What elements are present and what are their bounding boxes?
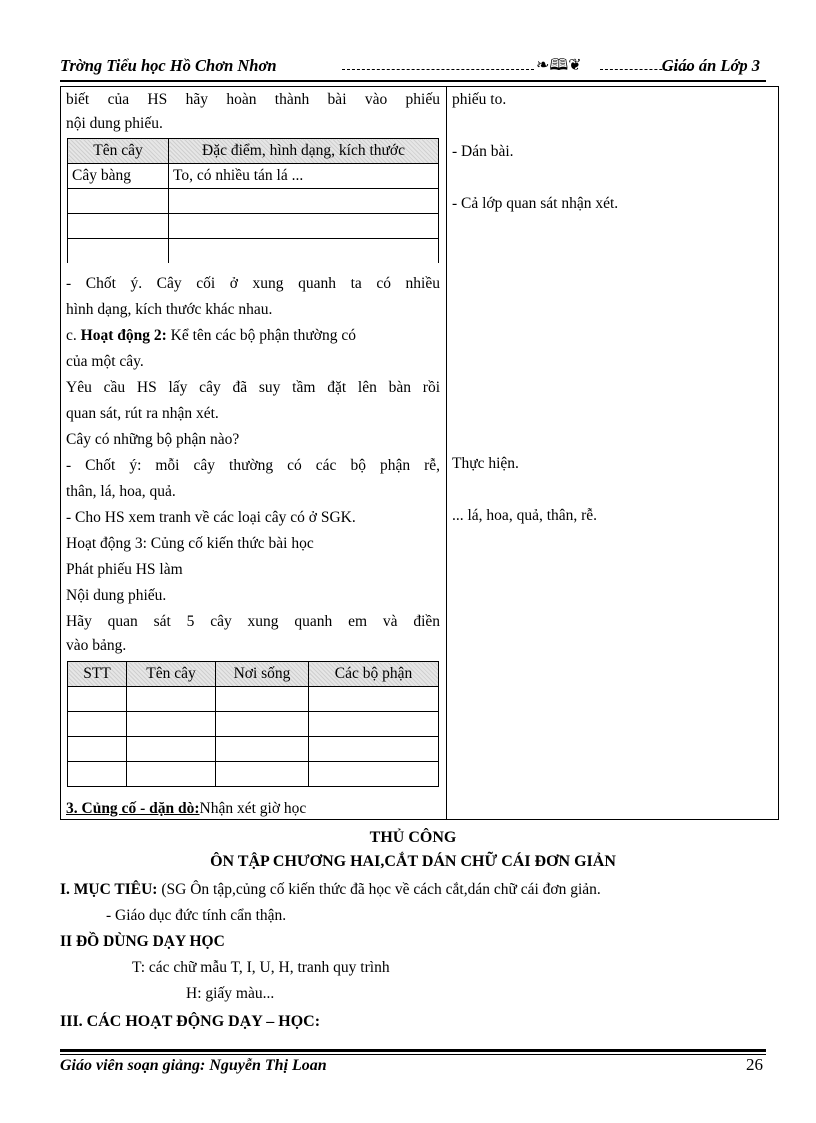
objective-2: - Giáo dục đức tính cẩn thận. xyxy=(106,907,287,924)
page-header xyxy=(60,54,766,80)
activity-2-heading xyxy=(66,326,356,346)
closing-line xyxy=(66,799,306,819)
table2-header: Các bộ phận xyxy=(309,662,439,687)
closing-label: 3. Củng cố - dặn dò: xyxy=(66,800,200,817)
left-line-1: biết của HS hãy hoàn thành bài vào phiếu xyxy=(66,91,440,108)
table2-cell xyxy=(127,737,216,762)
table2-cell xyxy=(309,762,439,787)
characteristics-table xyxy=(67,138,439,263)
table2-cell xyxy=(68,712,127,737)
table2-cell xyxy=(216,737,309,762)
table1-cell: Cây bàng xyxy=(68,164,169,189)
table1-cell xyxy=(68,214,169,239)
table1-cell: To, có nhiều tán lá ... xyxy=(169,164,439,189)
task-line-1: Hãy quan sát 5 cây xung quanh em và điền xyxy=(66,613,440,630)
objective-line xyxy=(60,880,601,900)
table-row xyxy=(68,712,439,737)
table-row xyxy=(68,214,439,239)
activities-heading: III. CÁC HOẠT ĐỘNG DẠY – HỌC: xyxy=(60,1013,321,1030)
table1-header: Đặc điểm, hình dạng, kích thước xyxy=(169,139,439,164)
conclusion-1b: hình dạng, kích thước khác nhau. xyxy=(66,301,273,318)
table-row xyxy=(68,164,439,189)
table2-cell xyxy=(127,687,216,712)
table2-cell xyxy=(216,762,309,787)
footer-rule-thick xyxy=(60,1049,766,1052)
table2-header: STT xyxy=(68,662,127,687)
activity-2-line2: của một cây. xyxy=(66,353,144,370)
table2-cell xyxy=(309,712,439,737)
column-divider xyxy=(446,86,447,820)
table-row xyxy=(68,239,439,264)
instruction-line-2: quan sát, rút ra nhận xét. xyxy=(66,405,219,422)
activity-2-label: Hoạt động 2: xyxy=(80,327,167,344)
table1-cell xyxy=(169,189,439,214)
activity-2-prefix: c. xyxy=(66,327,81,344)
table-row xyxy=(68,762,439,787)
page-number: 26 xyxy=(746,1055,763,1074)
content-line: Nội dung phiếu. xyxy=(66,587,167,604)
instruction-line-1: Yêu cầu HS lấy cây đã suy tầm đặt lên bàn rồi xyxy=(66,379,440,396)
right-line-1: phiếu to. xyxy=(452,91,507,108)
closing-text: Nhận xét giờ học xyxy=(199,800,307,817)
observation-table xyxy=(67,661,439,787)
right-line-4: Thực hiện. xyxy=(452,455,519,472)
left-line-2: nội dung phiếu. xyxy=(66,115,163,132)
right-line-2: - Dán bài. xyxy=(452,143,514,160)
table2-cell xyxy=(127,762,216,787)
table1-cell xyxy=(68,189,169,214)
activity-3-heading: Hoạt động 3: Củng cố kiến thức bài học xyxy=(66,535,314,552)
footer-rule-thin xyxy=(60,1054,766,1055)
handout-line: Phát phiếu HS làm xyxy=(66,561,183,578)
table-row xyxy=(68,737,439,762)
ornament-icon: ❧🕮❦ xyxy=(536,57,582,74)
equipment-student: H: giấy màu... xyxy=(186,985,275,1002)
table2-header: Nơi sống xyxy=(216,662,309,687)
table2-cell xyxy=(216,712,309,737)
school-name: Trờng Tiểu học Hồ Chơn Nhơn xyxy=(60,56,277,75)
header-dots-left xyxy=(342,69,534,70)
picture-instruction: - Cho HS xem tranh về các loại cây có ở SGK. xyxy=(66,509,356,526)
equipment-teacher: T: các chữ mẫu T, I, U, H, tranh quy trình xyxy=(132,959,390,976)
lesson-title: ÔN TẬP CHƯƠNG HAI,CẮT DÁN CHỮ CÁI ĐƠN GIẢN xyxy=(210,853,616,870)
table1-cell xyxy=(169,239,439,264)
conclusion-2: - Chốt ý: mỗi cây thường có các bộ phận rễ, xyxy=(66,457,440,474)
table2-cell xyxy=(68,737,127,762)
right-line-3: - Cả lớp quan sát nhận xét. xyxy=(452,195,619,212)
conclusion-1: - Chốt ý. Cây cối ở xung quanh ta có nhiều xyxy=(66,275,440,292)
table-row xyxy=(68,687,439,712)
table2-cell xyxy=(216,687,309,712)
table2-cell xyxy=(309,687,439,712)
grade-label: Giáo án Lớp 3 xyxy=(661,56,760,75)
right-line-5: ... lá, hoa, quả, thân, rễ. xyxy=(452,507,598,524)
conclusion-2b: thân, lá, hoa, quả. xyxy=(66,483,176,500)
equipment-heading: II ĐỒ DÙNG DẠY HỌC xyxy=(60,933,225,950)
table-row xyxy=(68,189,439,214)
table2-cell xyxy=(309,737,439,762)
table2-header: Tên cây xyxy=(127,662,216,687)
footer-author: Giáo viên soạn giảng: Nguyễn Thị Loan xyxy=(60,1057,327,1074)
table2-cell xyxy=(68,687,127,712)
subject-title: THỦ CÔNG xyxy=(369,829,457,846)
table1-cell xyxy=(68,239,169,264)
table1-header: Tên cây xyxy=(68,139,169,164)
question-text: Cây có những bộ phận nào? xyxy=(66,431,240,448)
objective-label: I. MỤC TIÊU: xyxy=(60,881,158,898)
table2-cell xyxy=(68,762,127,787)
task-line-2: vào bảng. xyxy=(66,637,127,654)
activity-2-text: Kể tên các bộ phận thường có xyxy=(166,327,356,344)
table2-cell xyxy=(127,712,216,737)
objective-text: (SG Ôn tập,củng cố kiến thức đã học về cách cắt,dán chữ cái đơn giản. xyxy=(157,881,601,898)
table1-cell xyxy=(169,214,439,239)
header-rule xyxy=(60,80,766,82)
